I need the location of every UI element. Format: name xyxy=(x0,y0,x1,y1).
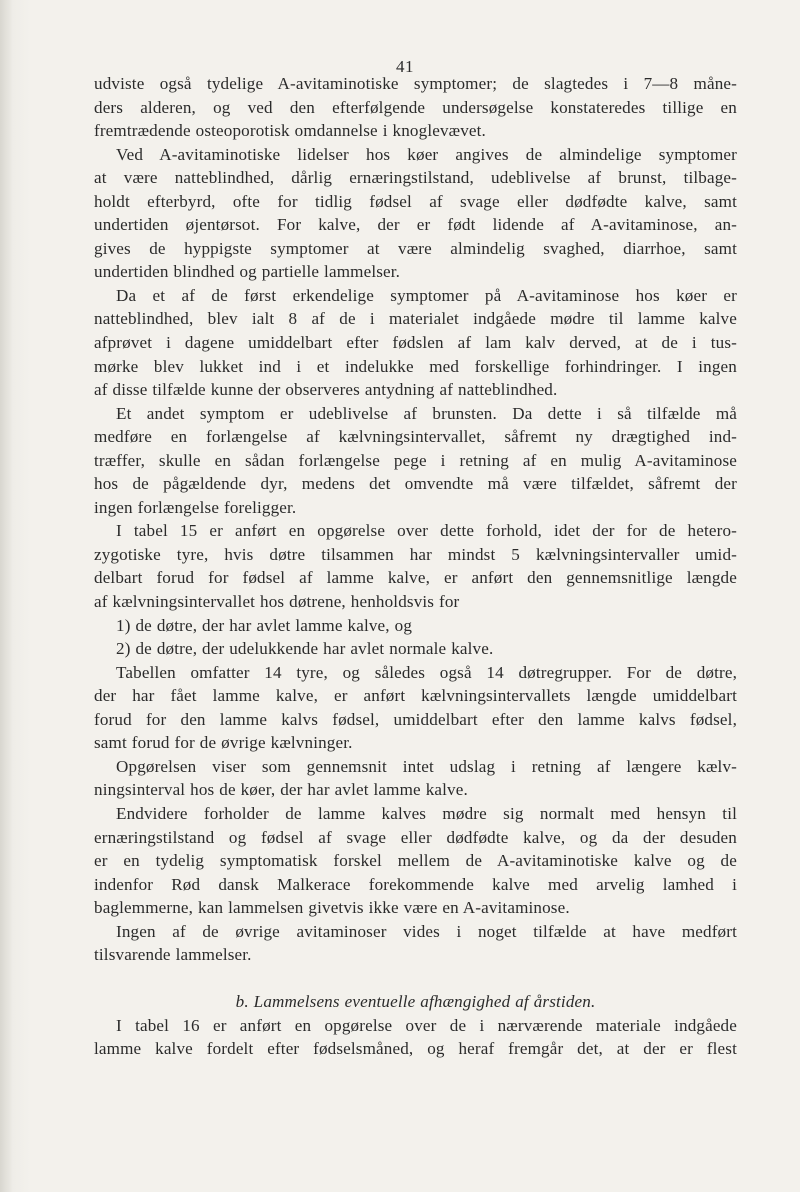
text-line: undertiden blindhed og partielle lammelser. xyxy=(94,262,401,282)
text-line: I tabel 15 er anført en opgørelse over dette forhold, idet der for de hetero- xyxy=(116,521,737,541)
text-line: ernæringstilstand og fødsel af svage eller dødfødte kalve, og da der desuden xyxy=(94,827,737,847)
text-line: hos de pågældende dyr, medens det omvendte må være tilfældet, såfremt der xyxy=(94,474,737,494)
text-line: ingen forlængelse foreligger. xyxy=(94,497,297,517)
text-line: natteblindhed, blev ialt 8 af de i materialet indgåede mødre til lamme kalve xyxy=(94,309,737,329)
text-line: der har fået lamme kalve, er anført kælvningsintervallets længde umiddelbart xyxy=(94,686,737,706)
text-line: mørke blev lukket ind i et indelukke med forskellige forhindringer. I ingen xyxy=(94,356,737,376)
text-line: Ingen af de øvrige avitaminoser vides i noget tilfælde at have medført xyxy=(116,921,737,941)
text-line: zygotiske tyre, hvis døtre tilsammen har mindst 5 kælvningsintervaller umid- xyxy=(94,544,737,564)
section-heading: b. Lammelsens eventuelle afhængighed af årstiden. xyxy=(235,992,596,1012)
text-line: samt forud for de øvrige kælvninger. xyxy=(94,733,353,753)
text-line: udviste også tydelige A-avitaminotiske symptomer; de slagtedes i 7—8 måne- xyxy=(94,74,737,93)
body-text xyxy=(94,72,737,1061)
text-line: fremtrædende osteoporotisk omdannelse i knoglevævet. xyxy=(94,121,486,141)
text-line: medføre en forlængelse af kælvningsintervallet, såfremt ny drægtighed ind- xyxy=(94,427,737,447)
text-line: er en tydelig symptomatisk forskel mellem de A-avitaminotiske kalve og de xyxy=(94,851,737,871)
text-line: Et andet symptom er udeblivelse af brunsten. Da dette i så tilfælde må xyxy=(116,403,737,423)
text-line: af disse tilfælde kunne der observeres antydning af natteblindhed. xyxy=(94,380,558,400)
text-line: gives de hyppigste symptomer at være almindelig svaghed, diarrhoe, samt xyxy=(94,238,737,258)
page-number: 41 xyxy=(396,57,414,76)
text-line: forud for den lamme kalvs fødsel, umiddelbart efter den lamme kalvs fødsel, xyxy=(94,709,737,729)
text-line: Opgørelsen viser som gennemsnit intet udslag i retning af længere kælv- xyxy=(116,756,737,776)
text-line: I tabel 16 er anført en opgørelse over de i nærværende materiale indgåede xyxy=(116,1015,737,1035)
page-binding-edge xyxy=(0,0,12,1192)
text-line: træffer, skulle en sådan forlængelse pege i retning af en mulig A-avitaminose xyxy=(94,450,737,470)
text-line: baglemmerne, kan lammelsen givetvis ikke være en A-avitaminose. xyxy=(94,898,570,918)
text-line: holdt efterbyrd, ofte for tidlig fødsel af svage eller dødfødte kalve, samt xyxy=(94,191,737,211)
text-line: delbart forud for fødsel af lamme kalve, er anført den gennemsnitlige længde xyxy=(94,568,737,588)
text-line: afprøvet i dagene umiddelbart efter fødslen af lam kalv derved, at de i tus- xyxy=(94,333,737,353)
text-line: Ved A-avitaminotiske lidelser hos køer angives de almindelige symptomer xyxy=(116,144,737,164)
text-line: indenfor Rød dansk Malkerace forekommende kalve med arvelig lamhed i xyxy=(94,874,737,894)
text-line: at være natteblindhed, dårlig ernæringstilstand, udeblivelse af brunst, tilbage- xyxy=(94,168,737,188)
text-line: tilsvarende lammelser. xyxy=(94,945,252,965)
text-line: undertiden øjentørsot. For kalve, der er født lidende af A-avitaminose, an- xyxy=(94,215,737,235)
text-line: 2) de døtre, der udelukkende har avlet normale kalve. xyxy=(116,639,494,659)
text-line: af kælvningsintervallet hos døtrene, henholdsvis for xyxy=(94,592,460,612)
blank-line xyxy=(94,967,737,991)
text-line: lamme kalve fordelt efter fødselsmåned, og heraf fremgår det, at der er flest xyxy=(94,1039,737,1059)
text-line: ders alderen, og ved den efterfølgende undersøgelse konstateredes tillige en xyxy=(94,97,737,117)
text-line: Endvidere forholder de lamme kalves mødre sig normalt med hensyn til xyxy=(116,803,737,823)
text-line: Tabellen omfatter 14 tyre, og således også 14 døtregrupper. For de døtre, xyxy=(116,662,737,682)
text-line: 1) de døtre, der har avlet lamme kalve, og xyxy=(116,615,413,635)
text-line: Da et af de først erkendelige symptomer på A-avitaminose hos køer er xyxy=(116,285,737,305)
text-line: ningsinterval hos de køer, der har avlet lamme kalve. xyxy=(94,780,468,800)
